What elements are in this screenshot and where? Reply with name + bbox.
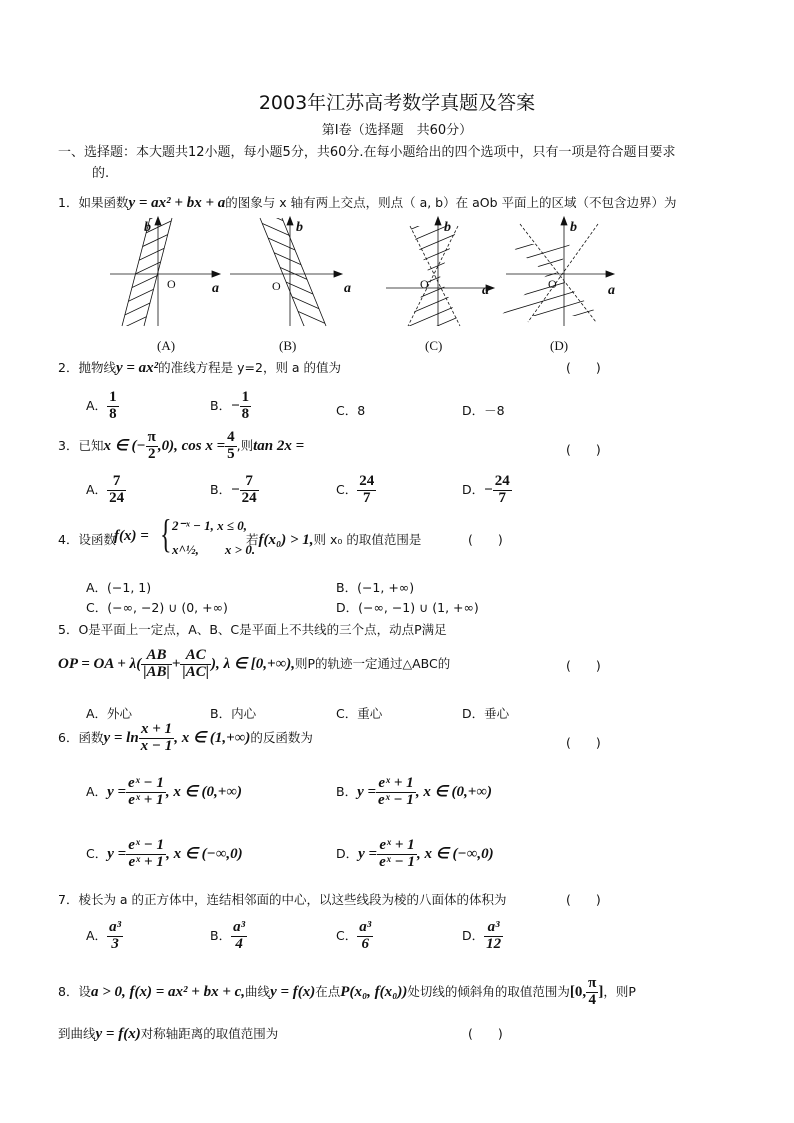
q3-option-c-num: 24 xyxy=(359,473,375,489)
q3-option-a-num: 7 xyxy=(107,474,126,491)
section-intro-continued: 的. xyxy=(92,166,110,181)
q7-option-a-label: A． xyxy=(86,927,108,943)
q6-option-a-y: y = xyxy=(107,783,127,800)
q3-fraction-pi-2 xyxy=(146,430,158,463)
q2-formula: y = ax² xyxy=(115,360,159,376)
q3-f2-den: 5 xyxy=(227,445,235,462)
q1-region-graphs xyxy=(100,214,640,329)
q6-option-c xyxy=(86,838,243,871)
q7-option-c-fraction xyxy=(357,920,373,953)
graph-b-hatching xyxy=(250,214,340,329)
q4-f-lhs: f(x) = xyxy=(114,528,149,544)
q3-option-b-label: B． xyxy=(210,481,232,497)
graph-c-origin-label: O xyxy=(420,277,429,291)
q3-option-b xyxy=(210,474,259,507)
q8-line-1 xyxy=(58,976,636,1009)
q5-option-c: C．重心 xyxy=(336,706,383,721)
q5-f-lhs: OP = OA + λ( xyxy=(58,655,142,672)
q6-option-d-label: D． xyxy=(336,845,359,861)
q3-option-a-fraction xyxy=(107,474,126,507)
q3-f1-den: 2 xyxy=(147,445,156,462)
q7-option-b-fraction xyxy=(231,920,247,953)
q6-option-c-domain: , x ∈ (−∞,0) xyxy=(166,845,243,862)
q8-line-2 xyxy=(58,1024,278,1043)
q1-formula: y = ax² + bx + a xyxy=(128,195,226,211)
q6-option-a xyxy=(86,776,242,809)
q8-f4-num: π xyxy=(588,975,597,991)
q3-option-b-sign: − xyxy=(231,481,240,498)
q7-option-a-den: 3 xyxy=(111,935,119,952)
q3-option-b-fraction xyxy=(240,474,259,507)
q6-answer-paren: ( ) xyxy=(566,735,601,750)
graph-d-b-label: b xyxy=(570,220,577,235)
q8-text-2: 在点 xyxy=(315,983,341,999)
q6-option-c-fraction xyxy=(126,838,166,871)
q6-suffix: 的反函数为 xyxy=(250,729,313,745)
q4-case-2: x^½, x > 0. xyxy=(172,542,256,557)
q2-option-b-den: 8 xyxy=(241,405,250,422)
q6-option-a-num: eˣ − 1 xyxy=(128,775,164,791)
q4-prefix: 4．设函数 xyxy=(58,532,116,547)
q6-option-d xyxy=(336,838,494,871)
section-intro: 一、选择题：本大题共12小题，每小题5分，共60分.在每小题给出的四个选项中，只有一项是符合题目要求 xyxy=(58,145,676,160)
q3-option-c xyxy=(336,474,376,507)
q3-option-d-den: 7 xyxy=(498,489,506,506)
q1-option-d: (D) xyxy=(550,338,569,353)
q4-option-d: D．(−∞, −1) ∪ (1, +∞) xyxy=(336,600,479,615)
q1-prefix: 1．如果函数 xyxy=(58,195,129,210)
q8-prefix: 8．设 xyxy=(58,983,91,999)
q1-suffix: 的图象与 x 轴有两上交点，则点（ a, b）在 aOb 平面上的区域（不包含边界）为 xyxy=(225,195,677,210)
q3-f2-num: 4 xyxy=(227,429,235,445)
q6-option-a-fraction xyxy=(126,776,166,809)
q5-suffix: 则P的轨迹一定通过△ABC的 xyxy=(294,655,451,671)
question-6 xyxy=(58,722,313,755)
q7-option-c xyxy=(336,920,373,953)
q8-formula-2: y = f(x) xyxy=(270,983,316,1000)
q5-formula-line xyxy=(58,648,450,681)
question-2 xyxy=(58,358,341,377)
q6-option-c-label: C． xyxy=(86,845,108,861)
graph-d-hatching-bottom xyxy=(500,260,600,329)
q2-option-b xyxy=(210,390,251,423)
q1-option-b: (B) xyxy=(279,338,297,353)
q2-prefix: 2．抛物线 xyxy=(58,360,116,375)
q7-option-c-label: C． xyxy=(336,927,358,943)
q3-option-b-num: 7 xyxy=(240,474,259,491)
q5-plus: + xyxy=(171,655,181,672)
q5-frac1-den: |AB| xyxy=(143,663,170,680)
q3-option-a-label: A． xyxy=(86,481,108,497)
q7-option-b-num: a³ xyxy=(233,919,246,935)
q3-option-d xyxy=(462,474,512,507)
q1-option-a: (A) xyxy=(157,338,176,353)
q7-option-b xyxy=(210,920,247,953)
q3-formula-part3: tan 2x = xyxy=(253,437,305,454)
q2-option-a-label: A． xyxy=(86,397,108,413)
q2-option-d: D．－8 xyxy=(462,403,505,418)
q6-option-d-den: eˣ − 1 xyxy=(379,853,415,870)
q7-option-c-num: a³ xyxy=(359,919,372,935)
q2-option-c: C．8 xyxy=(336,403,366,418)
q6-option-b-y: y = xyxy=(357,783,377,800)
q3-formula-part2: ,0), cos x = xyxy=(157,437,226,454)
q3-f1-num: π xyxy=(147,429,156,445)
q2-option-a-fraction xyxy=(107,390,119,423)
q8-fraction-pi-4 xyxy=(586,976,598,1009)
graph-a-origin-label: O xyxy=(167,277,176,291)
q2-option-b-num: 1 xyxy=(241,389,250,405)
q6-option-b-domain: , x ∈ (0,+∞) xyxy=(415,783,492,800)
graph-b xyxy=(230,214,342,329)
question-3 xyxy=(58,430,304,463)
graph-c-hatching-top xyxy=(400,214,470,294)
q7-text: 7．棱长为 a 的正方体中，连结相邻面的中心，以这些线段为棱的八面体的体积为 xyxy=(58,892,507,907)
q7-option-d xyxy=(462,920,503,953)
q3-option-a-den: 24 xyxy=(109,489,125,506)
q5-answer-paren: ( ) xyxy=(566,658,601,673)
q5-fraction-ac xyxy=(180,648,211,681)
q8-formula-3: P(x₀, f(x₀)) xyxy=(340,983,408,1000)
q5-frac2-num: AC xyxy=(180,648,211,665)
q3-option-d-label: D． xyxy=(462,481,485,497)
q2-option-a-num: 1 xyxy=(109,389,117,405)
q8-interval-open: [0, xyxy=(569,983,587,1000)
q3-option-c-label: C． xyxy=(336,481,358,497)
q2-answer-paren: ( ) xyxy=(566,360,601,375)
q5-line-1: 5．O是平面上一定点，A、B、C是平面上不共线的三个点，动点P满足 xyxy=(58,622,447,637)
q5-option-b: B．内心 xyxy=(210,706,257,721)
q4-cond-formula: f(x₀) > 1, xyxy=(258,532,314,548)
graph-d xyxy=(500,217,614,329)
q4-cond-pre: 若 xyxy=(246,532,259,547)
q8-line2-formula: y = f(x) xyxy=(95,1026,141,1042)
q7-option-d-fraction xyxy=(484,920,503,953)
q7-option-a xyxy=(86,920,123,953)
q5-frac2-den: |AC| xyxy=(182,663,210,680)
page-title: 2003年江苏高考数学真题及答案 xyxy=(258,92,536,114)
q6-f-lhs: y = ln xyxy=(103,729,139,746)
q8-text-4: ，则P xyxy=(603,983,636,999)
q3-connector: ,则 xyxy=(236,437,254,453)
q4-cond-post: 则 x₀ 的取值范围是 xyxy=(313,532,422,547)
q6-option-b-den: eˣ − 1 xyxy=(378,791,414,808)
graph-c-b-label: b xyxy=(444,220,451,235)
q3-option-b-den: 24 xyxy=(241,489,257,506)
q5-option-a: A．外心 xyxy=(86,706,133,721)
q6-prefix: 6．函数 xyxy=(58,729,104,745)
q6-option-b-num: eˣ + 1 xyxy=(376,776,416,793)
q7-option-b-label: B． xyxy=(210,927,232,943)
q2-option-b-label: B． xyxy=(210,397,232,413)
q7-option-a-fraction xyxy=(107,920,123,953)
q5-frac1-num: AB xyxy=(141,648,172,665)
q5-f-rhs: ), λ ∈ [0,+∞), xyxy=(211,655,295,672)
q6-option-c-den: eˣ + 1 xyxy=(128,853,164,870)
q7-option-d-den: 12 xyxy=(486,935,502,952)
graph-a xyxy=(110,214,220,329)
q6-f-den: x − 1 xyxy=(140,737,173,754)
q2-option-b-fraction xyxy=(240,390,252,423)
q6-option-b-fraction xyxy=(376,776,416,809)
q6-option-d-fraction xyxy=(377,838,417,871)
graph-c-a-label: a xyxy=(482,283,489,298)
q3-answer-paren: ( ) xyxy=(566,442,601,457)
q2-option-a-den: 8 xyxy=(109,405,117,422)
q5-fraction-ab xyxy=(141,648,172,681)
q7-option-b-den: 4 xyxy=(235,935,243,952)
q4-answer-paren: ( ) xyxy=(468,532,503,547)
graph-d-a-label: a xyxy=(608,283,615,298)
q4-case-1: 2⁻ˣ − 1, x ≤ 0, xyxy=(172,518,248,533)
q1-option-c: (C) xyxy=(425,338,443,353)
q6-option-c-num: eˣ − 1 xyxy=(128,837,165,853)
q8-text-1: 曲线 xyxy=(245,983,271,999)
q3-option-a xyxy=(86,474,126,507)
q4-brace: { xyxy=(160,511,172,556)
q3-option-d-fraction xyxy=(493,474,512,507)
graph-b-b-label: b xyxy=(296,220,303,235)
q8-answer-paren: ( ) xyxy=(468,1026,503,1041)
q3-option-d-num: 24 xyxy=(494,473,510,489)
graph-a-b-label: b xyxy=(144,220,151,235)
q8-formula-1: a > 0, f(x) = ax² + bx + c, xyxy=(90,983,246,1000)
q6-option-a-den: eˣ + 1 xyxy=(128,791,164,808)
graph-c xyxy=(386,214,494,329)
q3-prefix: 3．已知 xyxy=(58,437,104,453)
q3-option-d-sign: − xyxy=(484,481,493,498)
graph-b-origin-label: O xyxy=(272,279,281,293)
q6-option-a-label: A． xyxy=(86,783,108,799)
q4-condition xyxy=(246,530,421,549)
q6-option-c-y: y = xyxy=(107,845,127,862)
q8-text-3: 处切线的倾斜角的取值范围为 xyxy=(407,983,570,999)
q6-option-b xyxy=(336,776,492,809)
q6-f-rhs: , x ∈ (1,+∞) xyxy=(174,729,251,746)
q2-option-a xyxy=(86,390,119,423)
q8-line2-pre: 到曲线 xyxy=(58,1026,96,1041)
q6-option-d-num: eˣ + 1 xyxy=(377,838,417,855)
q7-option-d-num: a³ xyxy=(484,920,503,937)
q4-option-c: C．(−∞, −2) ∪ (0, +∞) xyxy=(86,600,228,615)
q8-f4-den: 4 xyxy=(588,991,597,1008)
q4-option-a: A．(−1, 1) xyxy=(86,580,152,595)
q7-option-d-label: D． xyxy=(462,927,485,943)
q2-option-b-sign: − xyxy=(231,397,240,414)
q6-option-d-y: y = xyxy=(358,845,378,862)
q7-answer-paren: ( ) xyxy=(566,892,601,907)
q8-line2-post: 对称轴距离的取值范围为 xyxy=(140,1026,279,1041)
q5-option-d: D．垂心 xyxy=(462,706,510,721)
q6-fraction xyxy=(139,722,175,755)
paper-subtitle: 第Ⅰ卷（选择题 共60分） xyxy=(321,123,473,138)
q4-option-b: B．(−1, +∞) xyxy=(336,580,415,595)
q3-option-c-fraction xyxy=(357,474,376,507)
q7-option-a-num: a³ xyxy=(109,919,122,935)
q3-fraction-4-5 xyxy=(225,430,237,463)
graph-b-a-label: a xyxy=(344,281,351,296)
q6-f-num: x + 1 xyxy=(139,722,175,739)
graph-a-a-label: a xyxy=(212,281,219,296)
q2-suffix: 的准线方程是 y=2，则 a 的值为 xyxy=(158,360,342,375)
q6-option-b-label: B． xyxy=(336,783,358,799)
q6-option-d-domain: , x ∈ (−∞,0) xyxy=(416,845,494,862)
q7-option-c-den: 6 xyxy=(361,935,369,952)
q6-option-a-domain: , x ∈ (0,+∞) xyxy=(165,783,242,800)
q3-option-c-den: 7 xyxy=(362,489,371,506)
graph-d-origin-label: O xyxy=(548,277,557,291)
graph-c-hatching-bottom xyxy=(400,264,470,329)
q8-interval-close: ] xyxy=(598,983,604,1000)
question-1 xyxy=(58,193,677,212)
q3-formula-part1: x ∈ (− xyxy=(103,437,146,454)
